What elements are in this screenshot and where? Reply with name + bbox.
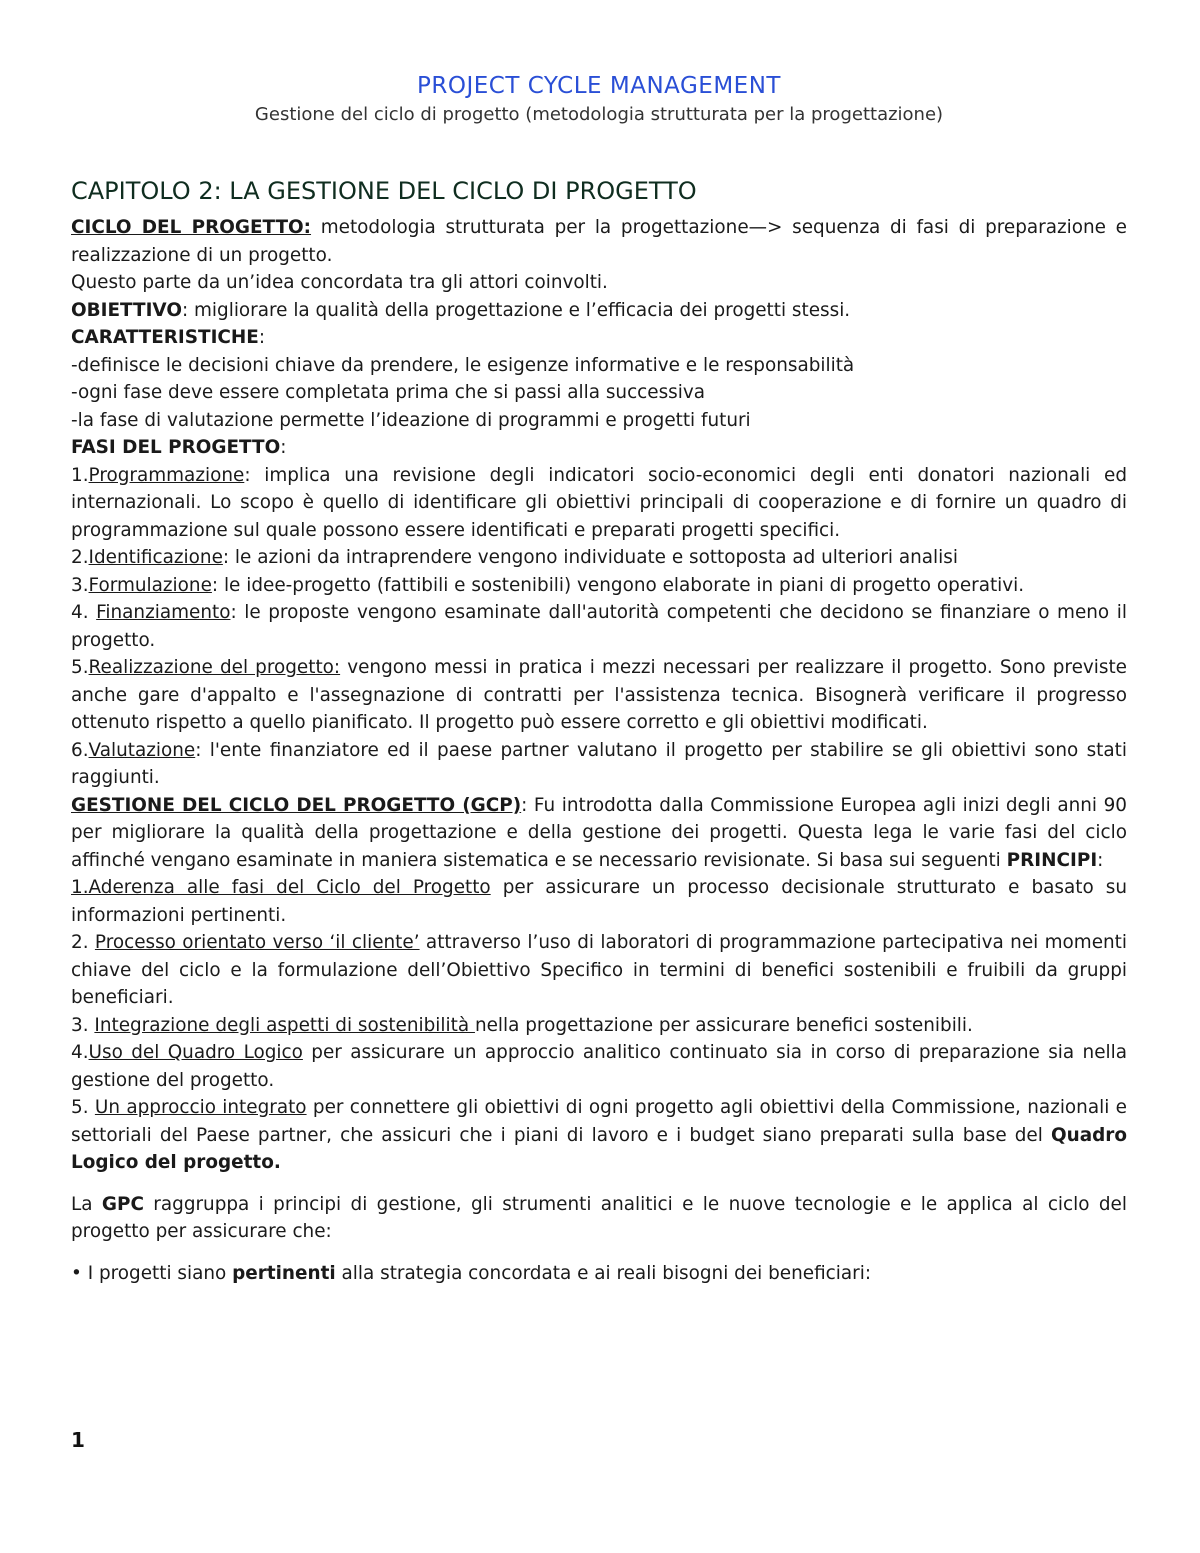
principio-number: 2. bbox=[71, 932, 95, 953]
fase-text: vengono messi in pratica i mezzi necessari per realizzare il progetto. Sono previste anche gare d'appalto e l'assegnazione di contratti per l'assistenza tecnica. Bisognerà verificare il progresso ottenuto rispetto a quello pianificato. Il progetto può essere corretto e gli obiettivi modificati. bbox=[71, 657, 1127, 733]
fase-item bbox=[71, 544, 1127, 572]
principio-item bbox=[71, 1094, 1127, 1177]
principio-name: Uso del Quadro Logico bbox=[88, 1042, 303, 1063]
fase-item bbox=[71, 599, 1127, 654]
fase-number: 5. bbox=[71, 657, 89, 678]
principio-number: 5. bbox=[71, 1097, 95, 1118]
bullet-bold: pertinenti bbox=[232, 1262, 336, 1284]
obiettivo-label: OBIETTIVO bbox=[71, 299, 182, 321]
principio-name: Un approccio integrato bbox=[94, 1097, 307, 1118]
caratteristiche-heading bbox=[71, 324, 1127, 352]
principi-label: PRINCIPI bbox=[1006, 849, 1098, 871]
fasi-heading bbox=[71, 434, 1127, 462]
fase-item bbox=[71, 572, 1127, 600]
fase-text: : l'ente finanziatore ed il paese partner valutano il progetto per stabilire se gli obiettivi sono stati raggiunti. bbox=[71, 739, 1127, 788]
ciclo-paragraph bbox=[71, 214, 1127, 269]
principio-text: nella progettazione per assicurare benefici sostenibili. bbox=[474, 1014, 973, 1036]
principio-bold-tail: Quadro Logico del progetto. bbox=[71, 1124, 1127, 1173]
fase-number: 1. bbox=[71, 464, 89, 486]
caratteristiche-item: -definisce le decisioni chiave da prendere, le esigenze informative e le responsabilità bbox=[71, 354, 855, 376]
ciclo-text: metodologia strutturata per la progettazione—> sequenza di fasi di preparazione e realizzazione di un progetto. bbox=[71, 217, 1127, 266]
principio-item bbox=[71, 874, 1127, 929]
fase-number: 4. bbox=[71, 602, 97, 623]
principio-text: per assicurare un processo decisionale strutturato e basato su informazioni pertinenti. bbox=[71, 877, 1127, 926]
principio-name: 1.Aderenza alle fasi del Ciclo del Progetto bbox=[71, 877, 491, 898]
principio-name: Integrazione degli aspetti di sostenibilità bbox=[94, 1014, 475, 1036]
fase-text: : le azioni da intraprendere vengono individuate e sottoposta ad ulteriori analisi bbox=[222, 547, 958, 568]
fase-name: Valutazione bbox=[88, 739, 196, 761]
fase-number: 6. bbox=[71, 739, 89, 761]
gcp-label: GESTIONE DEL CICLO DEL PROGETTO (GCP) bbox=[71, 794, 522, 816]
principio-item bbox=[71, 1039, 1127, 1094]
document-title: PROJECT CYCLE MANAGEMENT bbox=[417, 73, 781, 99]
bullet-pre: • I progetti siano bbox=[71, 1262, 233, 1284]
fase-text: : le idee-progetto (fattibili e sostenibili) vengono elaborate in piani di progetto operativi. bbox=[211, 574, 1025, 596]
principio-number: 4. bbox=[71, 1042, 89, 1063]
chapter-heading: CAPITOLO 2: LA GESTIONE DEL CICLO DI PROGETTO bbox=[71, 177, 697, 205]
document-subtitle: Gestione del ciclo di progetto (metodologia strutturata per la progettazione) bbox=[254, 104, 944, 125]
fase-text: : le proposte vengono esaminate dall'autorità competenti che decidono se finanziare o meno il progetto. bbox=[71, 602, 1127, 651]
fase-number: 2. bbox=[71, 547, 89, 568]
fasi-label: FASI DEL PROGETTO bbox=[71, 437, 281, 458]
gpc-text: raggruppa i principi di gestione, gli strumenti analitici e le nuove tecnologie e le applica al ciclo del progetto per assicurare che: bbox=[71, 1193, 1127, 1242]
obiettivo-text: : migliorare la qualità della progettazione e l’efficacia dei progetti stessi. bbox=[181, 299, 851, 321]
caratteristiche-item: -ogni fase deve essere completata prima che si passi alla successiva bbox=[71, 382, 706, 403]
principio-text: per assicurare un approccio analitico continuato sia in corso di preparazione sia nella gestione del progetto. bbox=[71, 1042, 1127, 1091]
gpc-paragraph bbox=[71, 1191, 1127, 1246]
fasi-colon: : bbox=[280, 437, 287, 458]
ciclo-line2: Questo parte da un’idea concordata tra gli attori coinvolti. bbox=[71, 272, 608, 293]
principio-number: 3. bbox=[71, 1014, 95, 1036]
fase-name: Programmazione bbox=[88, 464, 245, 486]
caratteristiche-item: -la fase di valutazione permette l’ideazione di programmi e progetti futuri bbox=[71, 409, 751, 431]
gpc-bold: GPC bbox=[101, 1193, 144, 1215]
gpc-lead: La bbox=[71, 1193, 102, 1215]
fase-item bbox=[71, 462, 1127, 545]
gcp-text: : Fu introdotta dalla Commissione Europea agli inizi degli anni 90 per migliorare la qualità della progettazione e della gestione dei progetti. Questa lega le varie fasi del ciclo affinché vengano esaminate in maniera sistematica e se necessario revisionate. Si basa sui seguenti bbox=[71, 794, 1127, 871]
document-page bbox=[71, 70, 1127, 1287]
fase-text: : implica una revisione degli indicatori socio-economici degli enti donatori nazionali ed internazionali. Lo scopo è quello di identificare gli obiettivi principali di cooperazione e di fornire un quadro di programmazione sul quale possono essere identificati e preparati progetti specifici. bbox=[71, 464, 1127, 541]
fase-name: Realizzazione del progetto: bbox=[88, 657, 341, 678]
caratteristiche-colon: : bbox=[258, 327, 266, 348]
principio-name: Processo orientato verso ‘il cliente’ bbox=[94, 932, 420, 953]
gcp-colon: : bbox=[1097, 849, 1104, 871]
fase-item bbox=[71, 654, 1127, 737]
principio-text: attraverso l’uso di laboratori di programmazione partecipativa nei momenti chiave del ciclo e la formulazione dell’Obiettivo Specifico in termini di benefici sostenibili e fruibili da gruppi beneficiari. bbox=[71, 932, 1127, 1008]
fase-number: 3. bbox=[71, 574, 89, 596]
document-body bbox=[71, 214, 1127, 1287]
obiettivo-paragraph bbox=[71, 297, 1127, 325]
fase-name: Identificazione bbox=[88, 547, 223, 568]
bullet-text: alla strategia concordata e ai reali bisogni dei beneficiari: bbox=[335, 1262, 872, 1284]
caratteristiche-label: CARATTERISTICHE bbox=[71, 327, 259, 348]
gcp-paragraph bbox=[71, 792, 1127, 875]
bullet-item bbox=[71, 1260, 1127, 1288]
principio-text: per connettere gli obiettivi di ogni progetto agli obiettivi della Commissione, nazionali e settoriali del Paese partner, che assicuri che i piani di lavoro e i budget siano preparati sulla base del bbox=[71, 1097, 1127, 1146]
fase-name: Finanziamento bbox=[96, 602, 231, 623]
ciclo-label: CICLO DEL PROGETTO: bbox=[71, 217, 312, 238]
principio-item bbox=[71, 929, 1127, 1012]
fase-item bbox=[71, 737, 1127, 792]
fase-name: Formulazione bbox=[88, 574, 212, 596]
page-number: 1 bbox=[71, 1428, 85, 1452]
principio-item bbox=[71, 1012, 1127, 1040]
